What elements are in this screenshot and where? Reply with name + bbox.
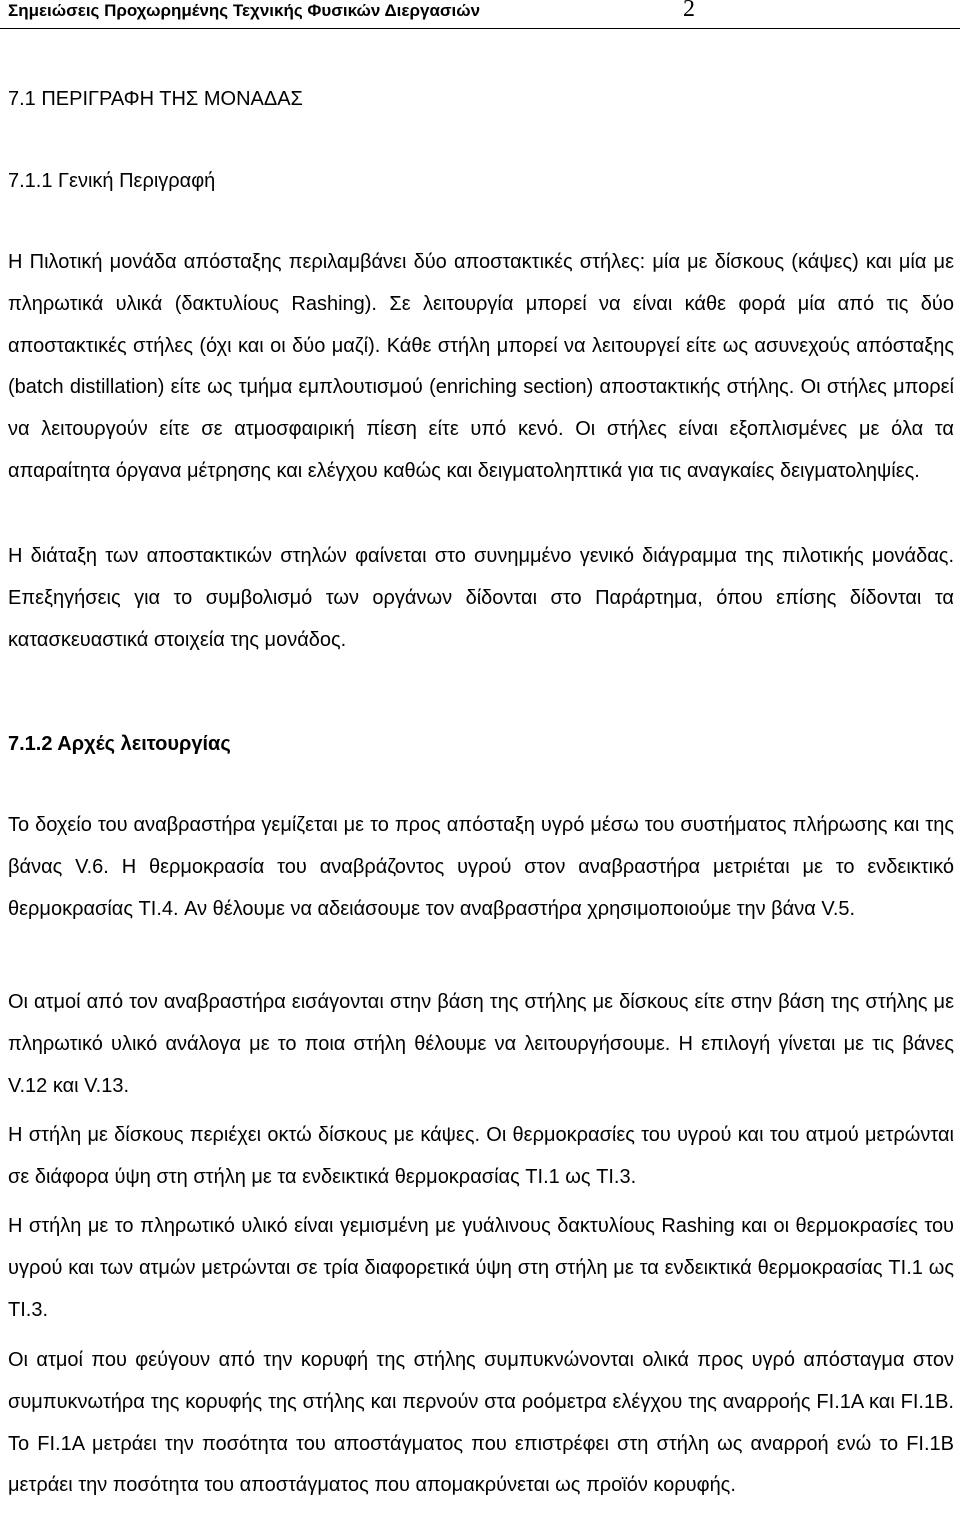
section-title: 7.1 ΠΕΡΙΓΡΑΦΗ ΤΗΣ ΜΟΝΑΔΑΣ: [8, 88, 303, 110]
page-number: 2: [683, 0, 695, 22]
paragraph-principles-2: Οι ατμοί από τον αναβραστήρα εισάγονται στην βάση της στήλης με δίσκους είτε στην βάση της στήλης με πληρωτικό υλικό ανάλογα με το ποια στήλη θέλουμε να λειτουργήσουμε. Η επιλογή γίνεται με τις βάνες V.12 και V.13.: [8, 991, 954, 1097]
paragraph-principles-4: Η στήλη με το πληρωτικό υλικό είναι γεμισμένη με γυάλινους δακτυλίους Rashing και οι θερμοκρασίες του υγρού και των ατμών μετρώνται σε τρία διαφορετικά ύψη στη στήλη με τα ενδεικτικά θερμοκρασίας TI.1 ως TI.3.: [8, 1215, 954, 1321]
paragraph-principles-3: Η στήλη με δίσκους περιέχει οκτώ δίσκους με κάψες. Οι θερμοκρασίες του υγρού και του ατμού μετρώνται σε διάφορα ύψη στη στήλη με τα ενδεικτικά θερμοκρασίας TI.1 ως TI.3.: [8, 1124, 954, 1188]
paragraph-principles-1: Το δοχείο του αναβραστήρα γεμίζεται με το προς απόσταξη υγρό μέσω του συστήματος πλήρωσης και της βάνας V.6. Η θερμοκρασία του αναβράζοντος υγρού στον αναβραστήρα μετριέται με το ενδεικτικό θερμοκρασίας TI.4. Αν θέλουμε να αδειάσουμε τον αναβραστήρα χρησιμοποιούμε την βάνα V.5.: [8, 814, 954, 920]
paragraph-general-1: Η Πιλοτική μονάδα απόσταξης περιλαμβάνει δύο αποστακτικές στήλες: μία με δίσκους (κάψες) και μία με πληρωτικά υλικά (δακτυλίους Rashing). Σε λειτουργία μπορεί να είναι κάθε φορά μία από τις δύο αποστακτικές στήλες (όχι και οι δύο μαζί). Κάθε στήλη μπορεί να λειτουργεί είτε ως ασυνεχούς απόσταξης (batch distillation) είτε ως τμήμα εμπλουτισμού (enriching section) αποστακτικής στήλης. Οι στήλες μπορεί να λειτουργούν είτε σε ατμοσφαιρική πίεση είτε υπό κενό. Οι στήλες είναι εξοπλισμένες με όλα τα απαραίτητα όργανα μέτρησης και ελέγχου καθώς και δειγματοληπτικά για τις αναγκαίες δειγματοληψίες.: [8, 251, 954, 482]
subsection-title-principles: 7.1.2 Αρχές λειτουργίας: [8, 733, 231, 755]
paragraph-general-2: Η διάταξη των αποστακτικών στηλών φαίνεται στο συνημμένο γενικό διάγραμμα της πιλοτικής μονάδας. Επεξηγήσεις για το συμβολισμό των οργάνων δίδονται στο Παράρτημα, όπου επίσης δίδονται τα κατασκευαστικά στοιχεία της μονάδος.: [8, 545, 954, 651]
subsection-title-general: 7.1.1 Γενική Περιγραφή: [8, 170, 216, 192]
paragraph-principles-5: Οι ατμοί που φεύγουν από την κορυφή της στήλης συμπυκνώνονται ολικά προς υγρό απόσταγμα στον συμπυκνωτήρα της κορυφής της στήλης και περνούν στα ροόμετρα ελέγχου της αναρροής FI.1A και FI.1B. Το FI.1A μετράει την ποσότητα του αποστάγματος που επιστρέφει στη στήλη ως αναρροή ενώ το FI.1B μετράει την ποσότητα του αποστάγματος που απομακρύνεται ως προϊόν κορυφής.: [8, 1349, 954, 1497]
header-title: Σημειώσεις Προχωρημένης Τεχνικής Φυσικών Διεργασιών: [8, 1, 481, 20]
page-header: [0, 0, 960, 29]
